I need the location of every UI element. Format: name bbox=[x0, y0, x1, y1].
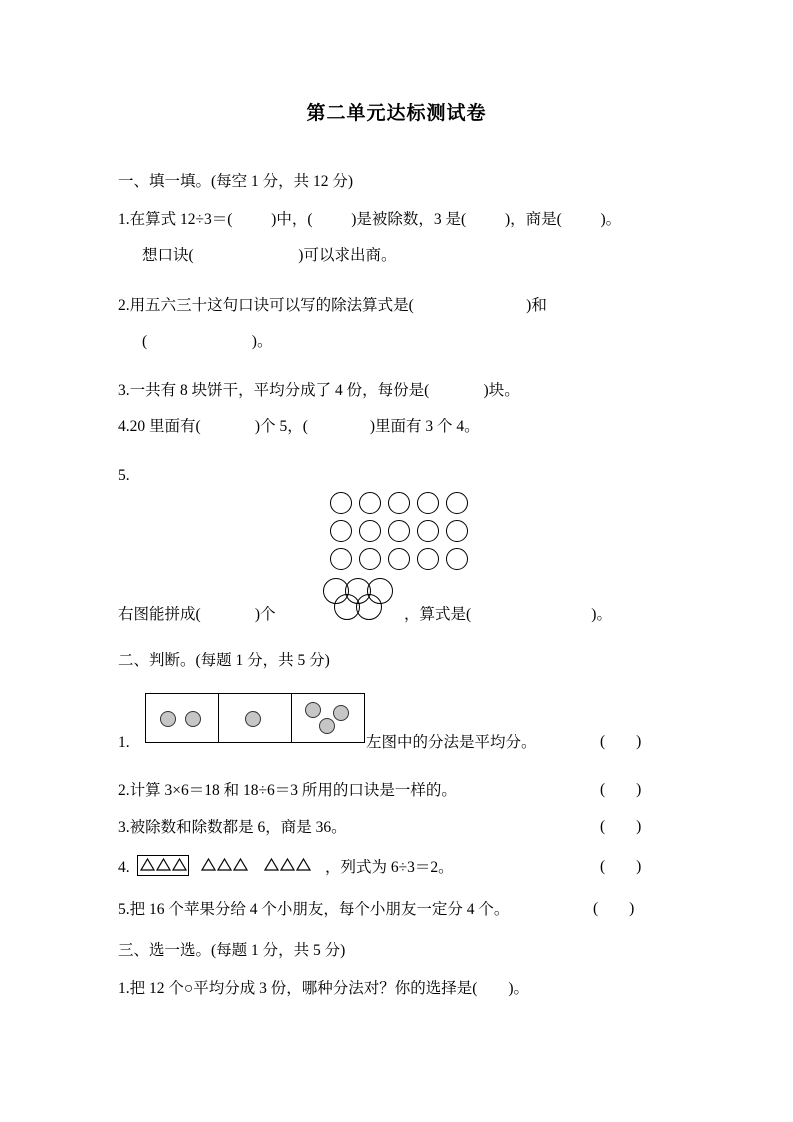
question-2-1-text: 左图中的分法是平均分。 bbox=[366, 734, 537, 751]
triangle-icon bbox=[233, 858, 248, 871]
dots-cell-2 bbox=[219, 694, 292, 742]
dots-cell-3 bbox=[292, 694, 364, 742]
grid-circle bbox=[417, 492, 439, 514]
question-3-1: 1.把 12 个○平均分成 3 份，哪种分法对？你的选择是( )。 bbox=[118, 980, 530, 997]
question-1-4: 4.20 里面有( )个 5，( )里面有 3 个 4。 bbox=[118, 418, 480, 435]
grid-circle bbox=[446, 520, 468, 542]
triangle-group-2 bbox=[201, 858, 248, 871]
grid-circle bbox=[446, 492, 468, 514]
answer-parens-2-1[interactable]: ( ) bbox=[600, 733, 642, 750]
question-2-4-text: ，列式为 6÷3＝2。 bbox=[325, 859, 454, 876]
answer-parens-2-4[interactable]: ( ) bbox=[600, 858, 642, 875]
question-2-5-text: 5.把 16 个苹果分给 4 个小朋友，每个小朋友一定分 4 个。 bbox=[118, 901, 510, 918]
question-1-5-text-before: 右图能拼成( )个 bbox=[118, 606, 276, 623]
grid-circle bbox=[446, 548, 468, 570]
triangle-icon bbox=[201, 858, 216, 871]
olympic-rings-figure bbox=[318, 578, 404, 624]
grid-circle bbox=[388, 520, 410, 542]
triangle-icon bbox=[172, 858, 187, 871]
section-heading-2: 二、判断。(每题 1 分，共 5 分) bbox=[118, 652, 330, 669]
question-2-1-number: 1. bbox=[118, 734, 130, 751]
triangle-icon bbox=[156, 858, 171, 871]
dot bbox=[305, 702, 321, 718]
question-1-5-number: 5. bbox=[118, 467, 130, 484]
answer-parens-2-5[interactable]: ( ) bbox=[593, 900, 635, 917]
grid-circle bbox=[417, 520, 439, 542]
answer-parens-2-3[interactable]: ( ) bbox=[600, 818, 642, 835]
question-1-2-line2: ( )。 bbox=[142, 333, 273, 350]
dot bbox=[319, 718, 335, 734]
grid-circle bbox=[417, 548, 439, 570]
question-1-3: 3.一共有 8 块饼干，平均分成了 4 份，每份是( )块。 bbox=[118, 382, 520, 399]
question-2-4-number: 4. bbox=[118, 859, 130, 876]
dots-cell-1 bbox=[146, 694, 219, 742]
grid-circle bbox=[359, 520, 381, 542]
section-heading-3: 三、选一选。(每题 1 分，共 5 分) bbox=[118, 942, 346, 959]
grid-circle bbox=[330, 492, 352, 514]
grid-circle bbox=[359, 492, 381, 514]
answer-parens-2-2[interactable]: ( ) bbox=[600, 781, 642, 798]
triangle-icon bbox=[264, 858, 279, 871]
circle-grid-figure bbox=[330, 492, 470, 574]
question-2-2-text: 2.计算 3×6＝18 和 18÷6＝3 所用的口诀是一样的。 bbox=[118, 782, 457, 799]
triangle-group-boxed bbox=[140, 858, 187, 871]
question-2-3-text: 3.被除数和除数都是 6，商是 36。 bbox=[118, 819, 347, 836]
dot bbox=[245, 711, 261, 727]
triangle-group-3 bbox=[264, 858, 311, 871]
triangle-icon bbox=[280, 858, 295, 871]
question-1-2-line1: 2.用五六三十这句口诀可以写的除法算式是( )和 bbox=[118, 297, 547, 314]
question-1-1-line2: 想口诀( )可以求出商。 bbox=[142, 247, 397, 264]
grid-circle bbox=[388, 492, 410, 514]
question-1-1-line1: 1.在算式 12÷3＝( )中，( )是被除数，3 是( )，商是( )。 bbox=[118, 211, 622, 228]
grid-circle bbox=[388, 548, 410, 570]
section-heading-1: 一、填一填。(每空 1 分，共 12 分) bbox=[118, 173, 354, 190]
grid-circle bbox=[330, 520, 352, 542]
grid-circle bbox=[330, 548, 352, 570]
dot bbox=[160, 711, 176, 727]
page-title: 第二单元达标测试卷 bbox=[306, 103, 487, 124]
dot bbox=[185, 711, 201, 727]
ring-circle bbox=[356, 594, 382, 620]
triangle-icon bbox=[140, 858, 155, 871]
question-1-5-text-after: ，算式是( )。 bbox=[404, 606, 612, 623]
dot bbox=[333, 705, 349, 721]
triangle-icon bbox=[217, 858, 232, 871]
triangle-icon bbox=[296, 858, 311, 871]
grid-circle bbox=[359, 548, 381, 570]
dots-table-figure bbox=[145, 693, 365, 743]
